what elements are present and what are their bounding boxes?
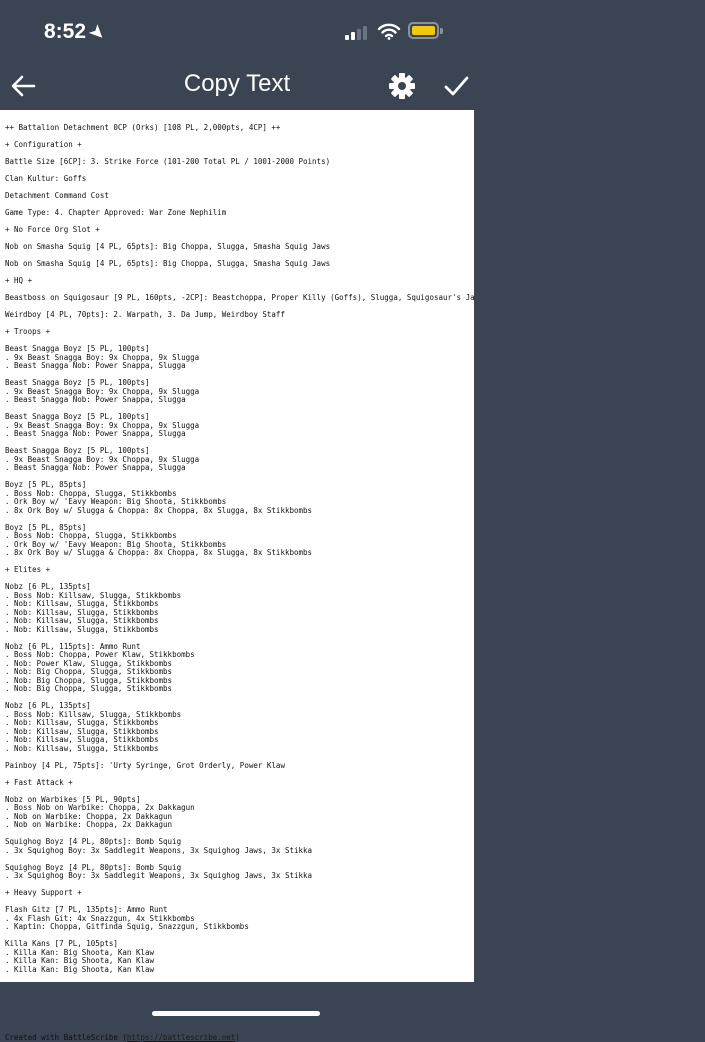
text-line: . Nob: Killsaw, Slugga, Stikkbombs — [5, 624, 159, 634]
text-line: . Beast Snagga Nob: Power Snappa, Slugga — [5, 361, 186, 370]
text-line: . Nob: Killsaw, Slugga, Stikkbombs — [5, 599, 159, 608]
bottom-bar — [0, 982, 474, 1025]
text-line: . Nob: Power Klaw, Slugga, Stikkbombs — [5, 658, 173, 668]
app-header — [0, 62, 474, 110]
text-line: . Ork Boy w/ 'Eavy Weapon: Big Shoota, Stikkbombs — [5, 539, 227, 549]
text-line: + Elites + — [5, 565, 51, 574]
clock-text: 8:52 — [44, 20, 87, 43]
text-line: Squighog Boyz [4 PL, 80pts]: Bomb Squig — [5, 837, 182, 846]
text-line: Beast Snagga Boyz [5 PL, 100pts] — [5, 412, 150, 421]
copy-text-area[interactable] — [0, 110, 475, 1042]
text-line: + Troops + — [5, 327, 51, 336]
status-time — [44, 20, 110, 45]
text-line: . Boss Nob on Warbike: Choppa, 2x Dakkagun — [5, 803, 195, 812]
battlescribe-link[interactable]: https://battlescribe.net — [126, 1032, 236, 1042]
text-line: Weirdboy [4 PL, 70pts]: 2. Warpath, 3. Da Jump, Weirdboy Staff — [5, 310, 285, 319]
text-line: Boyz [5 PL, 85pts] — [5, 522, 87, 532]
battery-tip — [440, 28, 443, 34]
roster-text — [5, 124, 705, 1042]
text-line: Nobz [6 PL, 135pts] — [5, 582, 91, 591]
text-line: Battle Size [6CP]: 3. Strike Force (101-200 Total PL / 1001-2000 Points) — [5, 157, 331, 166]
text-line: . Beast Snagga Nob: Power Snappa, Slugga — [5, 395, 186, 404]
text-line: Nobz [6 PL, 135pts] — [5, 701, 91, 710]
text-line: Boyz [5 PL, 85pts] — [5, 480, 87, 489]
text-line: . Nob: Killsaw, Slugga, Stikkbombs — [5, 726, 159, 736]
gear-icon — [384, 68, 420, 104]
checkmark-icon — [440, 68, 472, 104]
cellular-signal-icon — [345, 26, 371, 40]
text-line: . Nob: Killsaw, Slugga, Stikkbombs — [5, 735, 159, 744]
text-line: . Ork Boy w/ 'Eavy Weapon: Big Shoota, Stikkbombs — [5, 497, 227, 506]
text-line: Game Type: 4. Chapter Approved: War Zone Nephilim — [5, 208, 227, 217]
text-line: . Nob: Big Choppa, Slugga, Stikkbombs — [5, 675, 173, 685]
text-line: + Heavy Support + — [5, 888, 82, 897]
text-line: . Beast Snagga Nob: Power Snappa, Slugga — [5, 429, 186, 438]
text-line: + Fast Attack + — [5, 777, 73, 787]
page-title: Copy Text — [183, 70, 291, 97]
text-line: . Beast Snagga Nob: Power Snappa, Slugga — [5, 463, 186, 472]
text-line: . Nob: Killsaw, Slugga, Stikkbombs — [5, 616, 159, 625]
text-line: . Boss Nob: Killsaw, Slugga, Stikkbombs — [5, 709, 182, 719]
text-line: + HQ + — [5, 276, 33, 285]
text-line: Detachment Command Cost — [5, 191, 109, 200]
text-line: . 3x Squighog Boy: 3x Saddlegit Weapons, 3x Squighog Jaws, 3x Stikka — [5, 871, 313, 880]
text-line: . Boss Nob: Choppa, Power Klaw, Stikkbombs — [5, 650, 195, 659]
text-line: . Killa Kan: Big Shoota, Kan Klaw — [5, 947, 155, 957]
status-bar — [0, 0, 474, 62]
location-arrow-icon: ➤ — [85, 20, 110, 45]
battery-icon — [408, 22, 439, 39]
battery-level — [412, 26, 435, 35]
text-line: . Killa Kan: Big Shoota, Kan Klaw — [5, 956, 155, 965]
text-line: ++ Battalion Detachment 0CP (Orks) [108 PL, 2,000pts, 4CP] ++ — [5, 123, 281, 132]
text-line: . Nob on Warbike: Choppa, 2x Dakkagun — [5, 820, 173, 829]
text-line: . Nob: Killsaw, Slugga, Stikkbombs — [5, 743, 159, 753]
settings-button[interactable] — [384, 68, 420, 104]
text-line: . 9x Beast Snagga Boy: 9x Choppa, 9x Slugga — [5, 386, 200, 396]
text-line: . 8x Ork Boy w/ Slugga & Choppa: 8x Choppa, 8x Slugga, 8x Stikkbombs — [5, 505, 313, 515]
footer-prefix: Created with BattleScribe ( — [5, 1032, 127, 1042]
text-line: Beastboss on Squigosaur [9 PL, 160pts, -2CP]: Beastchoppa, Proper Killy (Goffs), Slugga, Squigosaur's Ja — [5, 293, 475, 302]
footer-line — [5, 1033, 240, 1042]
text-line: + Configuration + — [5, 140, 82, 149]
text-line: . Killa Kan: Big Shoota, Kan Klaw — [5, 964, 155, 974]
text-line: . Nob: Big Choppa, Slugga, Stikkbombs — [5, 667, 173, 676]
text-line: . Nob: Killsaw, Slugga, Stikkbombs — [5, 607, 159, 617]
text-line: . Boss Nob: Choppa, Slugga, Stikkbombs — [5, 488, 177, 498]
text-line: Painboy [4 PL, 75pts]: 'Urty Syringe, Grot Orderly, Power Klaw — [5, 760, 285, 770]
text-line: Nob on Smasha Squig [4 PL, 65pts]: Big Choppa, Slugga, Smasha Squig Jaws — [5, 259, 331, 268]
text-line: . Nob: Killsaw, Slugga, Stikkbombs — [5, 718, 159, 727]
text-line: . Nob: Big Choppa, Slugga, Stikkbombs — [5, 684, 173, 693]
text-line: . 9x Beast Snagga Boy: 9x Choppa, 9x Slugga — [5, 352, 200, 362]
home-indicator[interactable] — [152, 1011, 320, 1016]
text-line: Beast Snagga Boyz [5 PL, 100pts] — [5, 446, 150, 455]
text-line: Killa Kans [7 PL, 105pts] — [5, 939, 118, 948]
text-line: . 3x Squighog Boy: 3x Saddlegit Weapons, 3x Squighog Jaws, 3x Stikka — [5, 845, 313, 855]
text-line: Nobz on Warbikes [5 PL, 90pts] — [5, 794, 141, 804]
text-line: . 8x Ork Boy w/ Slugga & Choppa: 8x Choppa, 8x Slugga, 8x Stikkbombs — [5, 548, 313, 557]
footer-suffix: ) — [235, 1032, 240, 1042]
wifi-icon — [378, 23, 400, 40]
text-line: Clan Kultur: Goffs — [5, 174, 87, 183]
confirm-button[interactable] — [440, 68, 472, 104]
text-line: . Boss Nob: Choppa, Slugga, Stikkbombs — [5, 531, 177, 540]
text-line: . Boss Nob: Killsaw, Slugga, Stikkbombs — [5, 590, 182, 600]
text-line: . 9x Beast Snagga Boy: 9x Choppa, 9x Slugga — [5, 454, 200, 464]
text-line: . Kaptin: Choppa, Gitfinda Squig, Snazzgun, Stikkbombs — [5, 922, 249, 931]
text-line: Nobz [6 PL, 115pts]: Ammo Runt — [5, 641, 141, 651]
text-line: . 4x Flash Git: 4x Snazzgun, 4x Stikkbombs — [5, 913, 195, 923]
text-line: Nob on Smasha Squig [4 PL, 65pts]: Big Choppa, Slugga, Smasha Squig Jaws — [5, 242, 331, 251]
text-line: . 9x Beast Snagga Boy: 9x Choppa, 9x Slugga — [5, 420, 200, 430]
text-line: Flash Gitz [7 PL, 135pts]: Ammo Runt — [5, 905, 168, 914]
text-line: Beast Snagga Boyz [5 PL, 100pts] — [5, 344, 150, 353]
text-line: Beast Snagga Boyz [5 PL, 100pts] — [5, 378, 150, 387]
text-line: . Nob on Warbike: Choppa, 2x Dakkagun — [5, 811, 173, 821]
text-line: + No Force Org Slot + — [5, 225, 100, 234]
text-line: Squighog Boyz [4 PL, 80pts]: Bomb Squig — [5, 862, 182, 872]
